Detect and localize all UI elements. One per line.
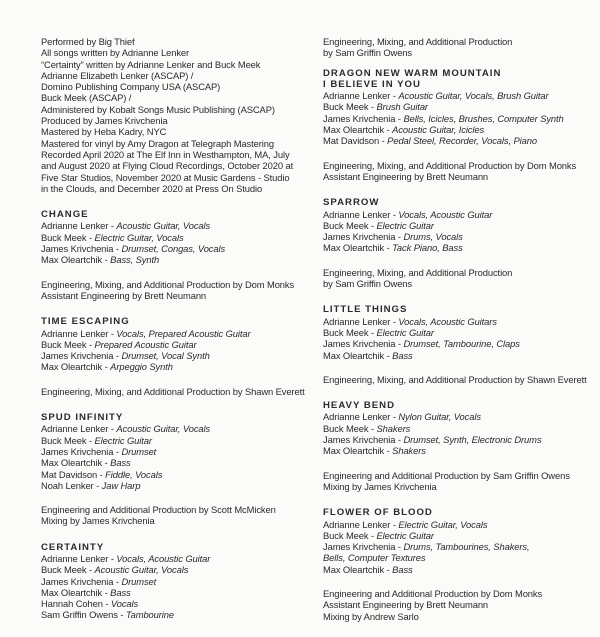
performer-role: - Bass, Synth	[102, 254, 159, 265]
track-title: SPARROW	[323, 197, 380, 209]
production-note: Engineering, Mixing, and Additional Production by Shawn Everett	[323, 373, 587, 385]
performer-row	[41, 564, 303, 575]
performer-role: - Prepared Acoustic Guitar	[86, 339, 196, 350]
performer-role: - Drums, Vocals	[395, 231, 462, 242]
track-title: HEAVY BEND	[323, 400, 396, 412]
performer-name: James Krivchenia	[323, 338, 396, 350]
performer-name: Max Oleartchik	[323, 124, 385, 136]
album-credit-line: Administered by Kobalt Songs Music Publishing (ASCAP)	[41, 103, 275, 115]
performer-role: - Acoustic Guitar, Vocals, Brush Guitar	[390, 90, 548, 101]
performer-row	[41, 576, 303, 587]
performer-name: Buck Meek	[323, 219, 369, 231]
performer-name: Buck Meek	[41, 231, 87, 243]
performer-role: - Drumset, Vocal Synth	[113, 350, 209, 361]
performer-name: Max Oleartchik	[41, 361, 103, 373]
performer-role: - Jaw Harp	[94, 480, 141, 491]
performer-role: - Bass	[102, 457, 131, 468]
performer-role: Bells, Computer Textures	[323, 552, 426, 564]
performer-row	[323, 209, 585, 220]
performer-row	[41, 220, 303, 231]
performer-row	[41, 361, 303, 372]
performer-row	[41, 339, 303, 350]
performer-row	[41, 328, 303, 339]
performer-name: Adrianne Lenker	[323, 90, 391, 102]
performer-row	[41, 457, 303, 468]
album-credit-line: “Certainty” written by Adrianne Lenker and Buck Meek	[41, 58, 261, 70]
performer-name: Buck Meek	[323, 326, 369, 338]
performer-name: Noah Lenker	[41, 479, 94, 491]
performer-row	[41, 480, 303, 491]
performer-name: Buck Meek	[323, 529, 369, 541]
performer-row	[41, 469, 303, 480]
album-credit-line: Adrianne Elizabeth Lenker (ASCAP) /	[41, 69, 194, 81]
track-title: SPUD INFINITY	[41, 412, 124, 424]
performer-row	[323, 552, 585, 563]
performer-name: Max Oleartchik	[323, 349, 385, 361]
production-note: Assistant Engineering by Brett Neumann	[323, 599, 489, 611]
performer-name: Adrianne Lenker	[41, 327, 109, 339]
performer-role: - Electric Guitar	[368, 530, 433, 541]
performer-name: Mat Davidson	[41, 468, 98, 480]
performer-row	[41, 232, 303, 243]
performer-name: Adrianne Lenker	[41, 552, 109, 564]
performer-row	[41, 243, 303, 254]
production-note: by Sam Griffin Owens	[323, 47, 413, 59]
performer-role: - Drumset, Synth, Electronic Drums	[395, 434, 541, 445]
performer-row	[323, 530, 585, 541]
performer-name: Adrianne Lenker	[323, 518, 391, 530]
performer-name: James Krivchenia	[41, 575, 114, 587]
performer-role: - Electric Guitar, Vocals	[86, 232, 183, 243]
performer-row	[323, 338, 585, 349]
right-column	[323, 36, 585, 637]
performer-role: - Fiddle, Vocals	[97, 469, 162, 480]
performer-row	[323, 411, 585, 422]
performer-row	[323, 113, 585, 124]
performer-role: - Pedal Steel, Recorder, Vocals, Piano	[379, 135, 537, 146]
performer-name: James Krivchenia	[323, 112, 396, 124]
performer-name: Adrianne Lenker	[323, 411, 391, 423]
performer-role: - Arpeggio Synth	[102, 361, 173, 372]
performer-row	[323, 101, 585, 112]
album-credit-line: Recorded April 2020 at The Elf Inn in Westhampton, MA, July	[41, 148, 290, 160]
performer-role: - Vocals, Acoustic Guitar	[390, 209, 492, 220]
performer-row	[323, 90, 585, 101]
performer-role: - Acoustic Guitar, Icicles	[384, 124, 484, 135]
performer-role: - Electric Guitar	[368, 327, 433, 338]
performer-role: - Vocals, Acoustic Guitar	[108, 553, 210, 564]
production-note: Engineering, Mixing, and Additional Production by Dom Monks	[41, 278, 295, 290]
performer-row	[41, 435, 303, 446]
production-note: Engineering and Additional Production by Dom Monks	[323, 587, 543, 599]
performer-name: Max Oleartchik	[41, 254, 103, 266]
performer-role: - Tack Piano, Bass	[384, 242, 463, 253]
performer-name: James Krivchenia	[41, 350, 114, 362]
performer-name: James Krivchenia	[41, 243, 114, 255]
performer-role: - Electric Guitar	[86, 435, 151, 446]
performer-name: Buck Meek	[323, 422, 369, 434]
performer-role: - Vocals, Acoustic Guitars	[390, 316, 497, 327]
performer-row	[41, 423, 303, 434]
performer-row	[41, 609, 303, 620]
performer-row	[41, 254, 303, 265]
performer-role: - Shakers	[384, 445, 426, 456]
album-credit-line: All songs written by Adrianne Lenker	[41, 47, 190, 59]
performer-row	[41, 350, 303, 361]
performer-role: - Bass	[384, 564, 413, 575]
album-credit-line: Five Star Studios, November 2020 at Music Gardens - Studio	[41, 171, 290, 183]
album-credit-line: Performed by Big Thief	[41, 36, 135, 47]
performer-role: - Drums, Tambourines, Shakers,	[395, 541, 529, 552]
album-credit-line: Buck Meek (ASCAP) /	[41, 92, 132, 104]
performer-name: Buck Meek	[323, 101, 369, 113]
performer-name: Mat Davidson	[323, 135, 380, 147]
production-note: Assistant Engineering by Brett Neumann	[323, 170, 489, 182]
production-note: Mixing by James Krivchenia	[323, 480, 437, 492]
track-title: DRAGON NEW WARM MOUNTAIN	[323, 67, 502, 79]
performer-name: Max Oleartchik	[323, 563, 385, 575]
album-credit-line: and August 2020 at Flying Cloud Recordings, October 2020 at	[41, 160, 294, 172]
production-note: Engineering, Mixing, and Additional Production by Dom Monks	[323, 159, 577, 171]
performer-row	[323, 434, 585, 445]
performer-role: - Bass	[384, 350, 413, 361]
performer-name: Adrianne Lenker	[323, 208, 391, 220]
performer-role: - Nylon Guitar, Vocals	[390, 411, 481, 422]
performer-name: James Krivchenia	[41, 445, 114, 457]
performer-role: - Drumset, Tambourine, Claps	[395, 338, 519, 349]
performer-row	[323, 350, 585, 361]
performer-role: - Electric Guitar, Vocals	[390, 519, 487, 530]
album-credit-line: Mastered by Heba Kadry, NYC	[41, 126, 167, 138]
performer-role: - Bells, Icicles, Brushes, Computer Synth	[395, 113, 563, 124]
track-title: TIME ESCAPING	[41, 316, 130, 328]
performer-role: - Tambourine	[118, 609, 174, 620]
performer-row	[323, 423, 585, 434]
performer-role: - Vocals	[103, 598, 138, 609]
performer-row	[323, 564, 585, 575]
performer-name: Adrianne Lenker	[323, 315, 391, 327]
performer-role: - Acoustic Guitar, Vocals	[108, 220, 210, 231]
performer-row	[41, 553, 303, 564]
production-note: Engineering, Mixing, and Additional Production	[323, 266, 513, 278]
performer-row	[323, 327, 585, 338]
performer-name: Sam Griffin Owens	[41, 609, 118, 621]
performer-name: Max Oleartchik	[323, 242, 385, 254]
performer-name: Adrianne Lenker	[41, 423, 109, 435]
performer-row	[323, 231, 585, 242]
performer-name: Max Oleartchik	[323, 445, 385, 457]
performer-row	[323, 541, 585, 552]
performer-name: Max Oleartchik	[41, 457, 103, 469]
performer-row	[323, 220, 585, 231]
performer-role: - Acoustic Guitar, Vocals	[108, 423, 210, 434]
track-title: CERTAINTY	[41, 541, 105, 553]
production-note: Engineering, Mixing, and Additional Production by Shawn Everett	[41, 385, 305, 397]
track-title: FLOWER OF BLOOD	[323, 507, 433, 519]
performer-row	[323, 519, 585, 530]
production-note: by Sam Griffin Owens	[323, 278, 413, 290]
performer-row	[323, 445, 585, 456]
performer-name: Buck Meek	[41, 564, 87, 576]
performer-name: Max Oleartchik	[41, 586, 103, 598]
performer-role: - Bass	[102, 587, 131, 598]
album-credit-line: Domino Publishing Company USA (ASCAP)	[41, 81, 221, 93]
performer-role: - Shakers	[368, 423, 410, 434]
production-note: Mixing by Andrew Sarlo	[323, 610, 419, 622]
performer-row	[41, 587, 303, 598]
performer-row	[323, 124, 585, 135]
performer-role: - Electric Guitar	[368, 220, 433, 231]
production-note: Engineering, Mixing, and Additional Production	[323, 36, 513, 47]
performer-name: James Krivchenia	[323, 231, 396, 243]
album-credit-line: in the Clouds, and December 2020 at Press On Studio	[41, 182, 263, 194]
performer-row	[323, 135, 585, 146]
performer-name: James Krivchenia	[323, 434, 396, 446]
production-note: Engineering and Additional Production by Sam Griffin Owens	[323, 469, 570, 481]
performer-role: - Brush Guitar	[368, 101, 427, 112]
track-title-line-2: I BELIEVE IN YOU	[323, 78, 421, 90]
track-title: CHANGE	[41, 209, 89, 221]
performer-row	[323, 316, 585, 327]
production-note: Engineering and Additional Production by Scott McMicken	[41, 504, 276, 516]
album-credit-line: Produced by James Krivchenia	[41, 115, 168, 127]
production-note: Mixing by James Krivchenia	[41, 515, 155, 527]
performer-role: - Acoustic Guitar, Vocals	[86, 564, 188, 575]
left-column	[41, 36, 303, 636]
performer-role: - Drumset, Congas, Vocals	[113, 243, 225, 254]
performer-name: Hannah Cohen	[41, 598, 103, 610]
production-note: Assistant Engineering by Brett Neumann	[41, 289, 207, 301]
album-credit-line: Mastered for vinyl by Amy Dragon at Telegraph Mastering	[41, 137, 274, 149]
performer-role: - Drumset	[113, 446, 156, 457]
performer-name: James Krivchenia	[323, 541, 396, 553]
performer-role: - Vocals, Prepared Acoustic Guitar	[108, 328, 250, 339]
performer-name: Buck Meek	[41, 338, 87, 350]
performer-name: Buck Meek	[41, 434, 87, 446]
performer-row	[41, 446, 303, 457]
performer-name: Adrianne Lenker	[41, 220, 109, 232]
performer-row	[323, 242, 585, 253]
track-title: LITTLE THINGS	[323, 304, 408, 316]
performer-role: - Drumset	[113, 576, 156, 587]
